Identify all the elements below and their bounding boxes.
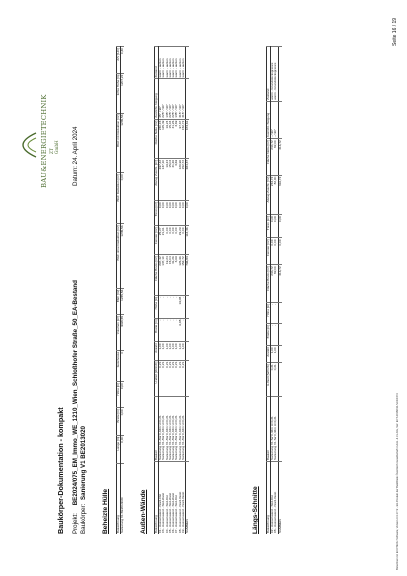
table-cell: 0,00 (159, 201, 163, 226)
section-title-huelle: Beheizte Hülle (102, 488, 109, 534)
table-cell: 1235,56 (121, 224, 125, 288)
sum-cell (278, 397, 282, 462)
table-cell: - (166, 295, 169, 318)
table-cell: 137,10 (162, 158, 165, 200)
column-header: Fläche Netto [m²] (155, 119, 159, 158)
table-cell: warm - Grundstücksgrenze (271, 47, 275, 102)
table-cell: 08 - Aussenwand - Nord-West (179, 462, 182, 535)
table-cell: 1207,22 (121, 73, 125, 113)
table-cell: 1235,56 (121, 113, 125, 173)
huelle-table (116, 46, 124, 534)
table-cell: Sanierung V1 AW 0,42m U=0,21 (159, 397, 163, 462)
table-cell: 02 - Aussenwand - Süd-Ost (271, 462, 275, 535)
table-cell: 29,29 (179, 226, 182, 255)
column-header: Fläche Netto [m²] (267, 139, 271, 175)
table-cell: 0,00 (182, 201, 186, 226)
body-label: Baukörper: (80, 503, 87, 534)
table-cell: 15,04 (169, 255, 172, 295)
table-cell: 126,96 (179, 158, 182, 200)
table-cell: 21,61 (162, 226, 165, 255)
table-cell: 0,00 (271, 238, 275, 265)
table-cell: 135° / 90° (166, 79, 169, 119)
table-cell: 05 - Aussenwand - Süd-West (169, 462, 172, 535)
column-header: Ausricht. Neigung (267, 101, 271, 138)
table-cell: 297,42 (159, 255, 163, 295)
table-cell: warm - außen (172, 47, 175, 79)
table-cell: 0,30 (121, 47, 125, 74)
section-title-waende: Außen-Wände (140, 489, 147, 534)
table-cell: 0,00 (121, 408, 125, 435)
table-cell: 0,00 (274, 214, 278, 238)
table-cell: warm - außen (169, 47, 172, 79)
table-cell: 01 - Aussenwand - Nord-Ost (159, 462, 163, 535)
table-cell: - (159, 318, 163, 342)
table-cell: - (169, 318, 172, 342)
table-cell: 1,00 (175, 342, 178, 360)
table-cell: warm - außen (166, 47, 169, 79)
column-header: Bauteil (155, 397, 159, 462)
table-cell: 97,67 (179, 119, 182, 158)
column-header: Bezeichnung (267, 462, 271, 535)
column-header: Zustand (267, 47, 271, 102)
table-cell: 15,04 (169, 119, 172, 158)
sum-cell: 0,00 (278, 238, 282, 265)
table-cell: 82,00 (274, 175, 278, 214)
table-cell: 0,00 (274, 238, 278, 265)
schnitte-table (266, 46, 282, 534)
table-cell: 0,00 (121, 435, 125, 463)
column-header: U-Wert [W/m²K] (267, 363, 271, 397)
sum-cell (278, 346, 282, 363)
column-header: Volumen [m³] (117, 314, 121, 350)
column-header: Höhe [m] (267, 302, 271, 323)
table-cell: 315° / 90° (179, 79, 182, 119)
sum-cell: 316,72 (278, 139, 282, 175)
table-cell: 0,21 (271, 363, 275, 397)
sum-cell (278, 363, 282, 397)
table-cell: 03 - Aussenwand - Süd-West (162, 462, 165, 535)
sum-cell (186, 318, 190, 342)
table-cell: 0,00 (169, 226, 172, 255)
sum-cell (186, 295, 190, 318)
column-header: Bauteil (267, 397, 271, 462)
sum-cell (186, 47, 190, 79)
table-cell: 08 - Aussenwand - Nord-West (274, 462, 278, 535)
table-cell: Sanierung V1 BE2013020 (121, 464, 125, 535)
table-cell: - (274, 302, 278, 323)
table-cell: 45° / 90° (159, 79, 163, 119)
table-cell: 0,00 (179, 201, 182, 226)
table-cell: warm - außen (179, 47, 182, 79)
column-header: Bezeichnung (117, 464, 121, 535)
table-cell: - (159, 295, 163, 318)
table-cell: 1,00 (159, 342, 163, 360)
table-cell: - (162, 295, 165, 318)
table-cell: 1,00 (274, 346, 278, 363)
table-cell: Sanierung V1 AW 0,42m U=0,21 (169, 397, 172, 462)
table-cell: - (182, 295, 186, 318)
column-header: BGF ohne Reduktion [m²] (117, 224, 121, 288)
column-header: Anzahl (267, 346, 271, 363)
project-line (72, 280, 79, 534)
logo-subtitle: ZT GmbH (49, 140, 59, 154)
column-header: Geschosse (117, 350, 121, 381)
table-cell: warm - außen (182, 47, 186, 79)
body-line (80, 426, 87, 534)
table-cell: - (182, 318, 186, 342)
sum-cell: 673,61 (186, 119, 190, 158)
column-header: Breite [m] (155, 318, 159, 342)
table-cell: 1,00 (172, 342, 175, 360)
document-date: Datum: 24. April 2024 (72, 126, 79, 186)
table-cell: Sanierung V1 AW 0,42m U=0,21 (175, 397, 178, 462)
table-cell: 0,00 (166, 201, 169, 226)
table-cell: 06 - Aussenwand - Süd-West (172, 462, 175, 535)
table-cell: 0,21 (172, 360, 175, 396)
column-header: BGF [m²] (117, 288, 121, 314)
column-header: Fenster [m²] (267, 238, 271, 265)
table-cell: 0,21 (162, 360, 165, 396)
table-cell: - (169, 295, 172, 318)
body-value: Sanierung V1 BE2013020 (80, 426, 87, 500)
document-title: Baukörper-Dokumentation - kompakt (56, 407, 65, 534)
table-cell: 126,96 (179, 255, 182, 295)
sum-cell: 796,83 (186, 255, 190, 295)
sum-cell (278, 47, 282, 102)
sum-row (186, 47, 190, 535)
logo-mark-icon (16, 130, 40, 160)
table-cell: 152,72 (182, 158, 186, 200)
sum-cell (186, 397, 190, 462)
sum-cell: 112,36 (186, 226, 190, 255)
table-cell: warm - außen (175, 47, 178, 79)
table-cell: 225° / 90° (172, 79, 175, 119)
table-cell: Sanierung V1 AW 0,42m U=0,21 (179, 397, 182, 462)
table-cell: 3,69 (175, 158, 178, 200)
table-cell: 1,00 (169, 342, 172, 360)
table-row (121, 47, 125, 535)
table-cell: 0,00 (175, 201, 178, 226)
table-cell: 3,69 (175, 255, 178, 295)
table-cell: Sanierung V1 AW 0,42m U=0,21 (172, 397, 175, 462)
waende-table (154, 46, 189, 534)
table-cell: 0,00 (166, 226, 169, 255)
project-value: BE2024/075_EM_Immo_WE_1210_Wien_Schloßhofer Straße_50_EA-Bestand (72, 280, 79, 506)
table-cell: 152,72 (182, 119, 186, 158)
table-cell: 4098,55 (121, 314, 125, 350)
table-cell: 04 - Aussenwand - Süd-Ost (166, 462, 169, 535)
table-cell: 152,72 (182, 255, 186, 295)
sum-cell (278, 302, 282, 323)
table-cell: 82,00 (274, 139, 278, 175)
column-header: Länge [m] (117, 435, 121, 463)
table-cell: 1,00 (182, 342, 186, 360)
sum-label: SUMMEN (186, 462, 190, 535)
sum-cell: 0,00 (278, 214, 282, 238)
page-number: Seite 16 / 19 (392, 17, 398, 46)
table-cell: 115,49 (162, 119, 165, 158)
column-header: A/V [1/m] (117, 47, 121, 74)
section-title-schnitte: Längs-Schnitte (252, 486, 259, 534)
table-cell: 0,21 (175, 360, 178, 396)
table-cell: 0,00 (162, 201, 165, 226)
table-cell: Sanierung V1 IW 0,42m U=0,21 (271, 397, 275, 462)
column-header: Höhe [m] (117, 382, 121, 408)
column-header: Abzug Zuschl. [m²] (267, 175, 271, 214)
table-cell: Sanierung V1 IW 0,42m U=0,21 (274, 397, 278, 462)
column-header: Fläche Brutto [m²] (155, 255, 159, 295)
table-cell: 240,15 (159, 119, 163, 158)
table-cell: 225° / 90° (169, 79, 172, 119)
column-header: lichte Höhe [m] (117, 73, 121, 113)
table-cell: 297,42 (159, 158, 163, 200)
table-cell: 1,00 (179, 342, 182, 360)
table-cell: 0,00 (121, 173, 125, 224)
column-header: Fläche Brutto [m²] (267, 265, 271, 303)
column-header: Türen [m²] (267, 214, 271, 238)
table-cell: Sanierung V1 AW 0,42m U=0,21 (166, 397, 169, 462)
table-cell: 1,00 (271, 346, 275, 363)
table-cell: 1,00 (162, 342, 165, 360)
sum-cell: 0,00 (186, 201, 190, 226)
sum-cell (278, 324, 282, 346)
sum-cell: 684,37 (186, 158, 190, 200)
column-header: Abzug Zuschl. [m²] (155, 158, 159, 200)
software-footer: Berechnet mit ECOTECH Software, Version 3.3.1772 - Ein Produkt der BuildDesk Österreich Gesellschaft m.b.H. & Co.KG, Ser: ECT-2016/011-NXXX474 (396, 393, 399, 570)
column-header: Bezeichnung (155, 462, 159, 535)
table-cell: - / 90° (274, 101, 278, 138)
table-cell: 3,69 (175, 119, 178, 158)
table-cell: - (172, 318, 175, 342)
table-cell: warm - außen (159, 47, 163, 79)
sum-cell (278, 101, 282, 138)
table-cell: 0,21 (166, 360, 169, 396)
table-cell: 25,27 (159, 226, 163, 255)
table-cell: Sanierung V1 AW 0,42m U=0,21 (162, 397, 165, 462)
table-cell: - (166, 318, 169, 342)
table-cell: 19,08 (179, 295, 182, 318)
table-cell: 234,72 (271, 139, 275, 175)
table-cell: 19,24 (166, 119, 169, 158)
table-cell: 315° / 90° (182, 79, 186, 119)
table-cell: 1235,56 (121, 288, 125, 314)
table-cell: 15,04 (169, 158, 172, 200)
table-cell: 135° / 90° (175, 79, 178, 119)
table-cell: 234,72 (271, 175, 275, 214)
sum-row (278, 47, 282, 535)
column-header: Fenster [m²] (155, 226, 159, 255)
table-cell: 0,00 (182, 226, 186, 255)
table-cell: 0,00 (172, 201, 175, 226)
column-header: Höhe [m] (155, 295, 159, 318)
table-cell: 0 (121, 350, 125, 381)
table-cell: - (175, 318, 178, 342)
table-cell: 0,21 (159, 360, 163, 396)
table-cell: - (274, 324, 278, 346)
table-cell: 07 - Aussenwand - Süd-Ost (175, 462, 178, 535)
column-header: BGF mit Reduktion [m²] (117, 113, 121, 173)
table-cell: 234,72 (271, 265, 275, 303)
table-cell: 41,26 (172, 158, 175, 200)
sum-cell (186, 342, 190, 360)
table-cell: 82,00 (274, 265, 278, 303)
sum-cell (186, 79, 190, 119)
project-label: Projekt: (72, 513, 79, 534)
column-header: Breite [m] (117, 408, 121, 435)
table-cell: 0,21 (274, 363, 278, 397)
table-cell: 0,00 (172, 226, 175, 255)
column-header: Zustand (155, 47, 159, 79)
table-cell: 41,26 (172, 119, 175, 158)
table-cell: 09 - Aussenwand - Nord-West (182, 462, 186, 535)
table-cell: 1,00 (166, 342, 169, 360)
table-cell: - (175, 295, 178, 318)
table-cell: 41,26 (172, 255, 175, 295)
column-header: Anzahl (155, 342, 159, 360)
column-header: BGF Reduktion [m²] (117, 173, 121, 224)
table-cell: - (271, 302, 275, 323)
table-cell: - (162, 318, 165, 342)
sum-cell (186, 360, 190, 396)
table-cell: 0,00 (169, 201, 172, 226)
sum-cell: 316,72 (278, 265, 282, 303)
column-header: Ausricht. Neigung (155, 79, 159, 119)
table-cell: 0,21 (182, 360, 186, 396)
table-cell: Sanierung V1 AW 0,42m U=0,21 (182, 397, 186, 462)
table-cell: 19,24 (166, 158, 169, 200)
column-header: U-Wert [W/m²K] (155, 360, 159, 396)
table-cell: 0,00 (271, 214, 275, 238)
column-header: Breite [m] (267, 324, 271, 346)
table-cell: 6,65 (179, 318, 182, 342)
table-cell: - (271, 324, 275, 346)
table-cell: 0,21 (179, 360, 182, 396)
table-cell: warm - außen (162, 47, 165, 79)
table-cell: - (172, 295, 175, 318)
table-cell: 137,10 (162, 255, 165, 295)
table-cell: 225° / 90° (162, 79, 165, 119)
table-cell: 0,00 (121, 382, 125, 408)
table-cell: 0,21 (169, 360, 172, 396)
logo-text: BAU&ENERGIETECHNIK (40, 94, 48, 188)
table-cell: - / 90° (271, 101, 275, 138)
column-header: Türen [m²] (155, 201, 159, 226)
sum-cell: 316,72 (278, 175, 282, 214)
table-cell: 19,24 (166, 255, 169, 295)
sum-label: SUMMEN (278, 462, 282, 535)
table-cell: warm - Grundstücksgrenze (274, 47, 278, 102)
table-cell: 0,00 (175, 226, 178, 255)
